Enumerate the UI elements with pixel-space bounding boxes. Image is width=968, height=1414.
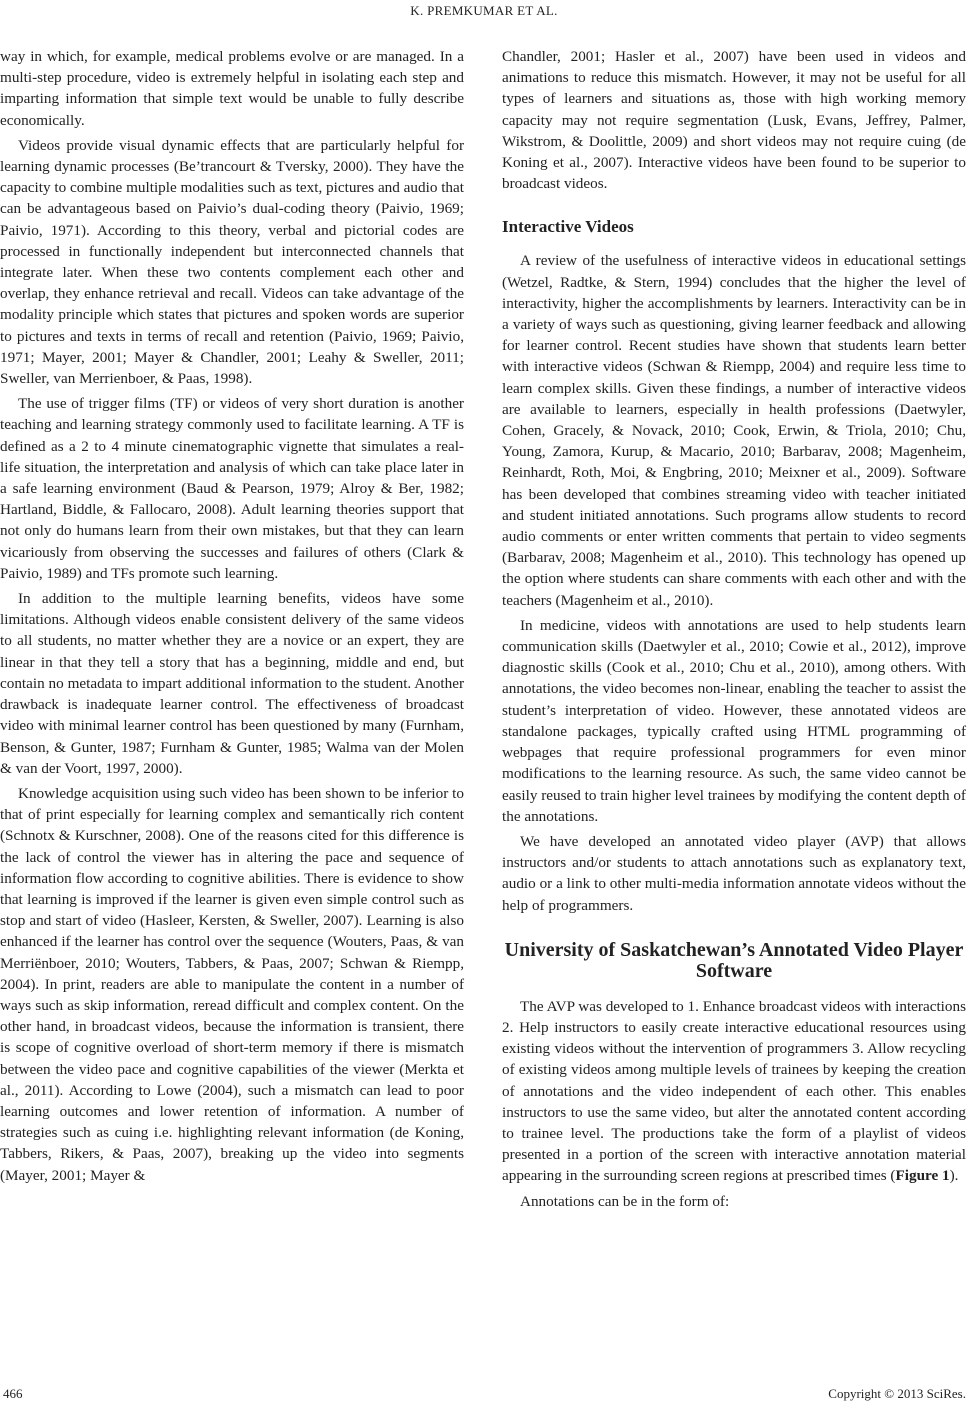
left-column — [0, 46, 464, 1190]
running-header: K. PREMKUMAR ET AL. — [410, 3, 558, 18]
body-paragraph: Chandler, 2001; Hasler et al., 2007) have been used in videos and animations to reduce this mismatch. However, it may not be useful for all types of learners and situations as, those with high working memory capacity may not require segmentation (Lusk, Evans, Jeffrey, Palmer, Wikstrom, & Doolittle, 2009) and short videos may not require cuing (de Koning et al., 2007). Interactive videos have been found to be superior to broadcast videos. — [502, 48, 966, 193]
body-paragraph: A review of the usefulness of interactive videos in educational settings (Wetzel, Radtke, & Stern, 1994) concludes that the higher the level of interactivity, higher the accomplishments by learners. Interactivity can be in a variety of ways such as questioning, giving learner feedback and allowing for learner control. Recent studies have shown that students learn better with interactive videos (Schwan & Riempp, 2004) and require less time to learn complex skills. Given these findings, a number of interactive videos are available to learners, especially in health professions (Daetwyler, Cohen, Gracely, & Novack, 2010; Cook, Erwin, & Triola, 2010; Chu, Young, Zamora, Kurup, & Macario, 2010; Barbarav, 2008; Magenheim, Reinhardt, Roth, Moi, & Engbring, 2010; Meixner et al., 2009). Software has been developed that combines streaming video with teacher initiated and student initiated annotations. Such programs allow students to record audio comments or enter written comments that pertain to video segments (Barbarav, 2008; Magenheim et al., 2010). This technology has opened up the option where students can share comments with each other and with the teachers (Magenheim et al., 2010). — [502, 252, 966, 609]
copyright-notice: Copyright © 2013 SciRes. — [828, 1386, 966, 1401]
section-heading: University of Saskatchewan’s Annotated Video Player Software — [504, 938, 964, 982]
body-paragraph: The use of trigger films (TF) or videos of very short duration is another teaching and learning strategy commonly used to facilitate learning. A TF is defined as a 2 to 4 minute cinematographic vignette that simulates a real-life situation, the interpretation and analysis of which can take place later in a safe learning environment (Baud & Pearson, 1979; Alroy & Ber, 1982; Hartland, Biddle, & Fallocaro, 2008). Adult learning theories support that not only do humans learn from their own mistakes, but that they can learn vicariously from observing the successes and failures of others (Clark & Paivio, 1989) and TFs promote such learning. — [0, 395, 464, 582]
body-paragraph: Videos provide visual dynamic effects that are particularly helpful for learning dynamic processes (Be’trancourt & Tversky, 2000). They have the capacity to combine multiple modalities such as text, pictures and audio that can be advantageous based on Paivio’s dual-coding theory (Paivio, 1969; Paivio, 1971). According to this theory, verbal and pictorial codes are processed in functionally independent but interconnected channels that integrate later. When these two contents complement each other and overlap, they enhance retrieval and recall. Videos can take advantage of the modality principle which states that pictures and spoken words are superior to pictures and texts in terms of recall and retention (Paivio, 1969; Paivio, 1971; Mayer, 2001; Mayer & Chandler, 2001; Leahy & Sweller, 2011; Sweller, van Merrienboer, & Paas, 1998). — [0, 136, 464, 388]
body-paragraph: way in which, for example, medical problems evolve or are managed. In a multi-step procedure, video is extremely helpful in isolating each step and imparting information that simple text would be unable to fully describe economically. — [0, 48, 464, 129]
page-number: 466 — [3, 1386, 23, 1401]
body-paragraph: In medicine, videos with annotations are used to help students learn communication skills (Daetwyler et al., 2010; Cowie et al., 2012), improve diagnostic skills (Cook et al., 2010; Chu et al., 2010), among others. With annotations, the video becomes non-linear, enabling the teacher to assist the student’s interpretation of video. However, these annotated videos are standalone packages, typically crafted using HTML programming of webpages that require professional programmers for even minor modifications to the learning resource. As such, the same video cannot be easily reused to train higher level trainees by modifying the content depth of the annotations. — [502, 616, 966, 825]
body-paragraph: We have developed an annotated video player (AVP) that allows instructors and/or students to attach annotations such as explanatory text, audio or a link to other multi-media information annotate videos without the help of programmers. — [502, 832, 966, 914]
paragraph-text: The AVP was developed to 1. Enhance broadcast videos with interactions 2. Help instructors to easily create interactive educational resources using existing videos without the intervention of programmers 3. Allow recycling of existing videos among multiple levels of trainees by keeping the creation of annotations and the video independent of each other. This enables instructors to use the same video, but alter the annotated content according to trainee level. The productions take the form of a playlist of videos presented in a portion of the screen with interactive annotation material appearing in the surrounding screen regions at prescribed times ( — [502, 997, 966, 1185]
figure-reference[interactable]: Figure 1 — [895, 1167, 950, 1185]
section-heading: Interactive Videos — [502, 217, 634, 237]
body-paragraph: In addition to the multiple learning benefits, videos have some limitations. Although videos enable consistent delivery of the same videos to all students, no matter whether they are a novice or an expert, they are linear in that they tell a story that has a beginning, middle and end, but contain no metadata to impart additional information to the student. Another drawback is inadequate learner control. The effectiveness of broadcast video with minimal learner control has been questioned by many (Furnham, Benson, & Gunter, 1987; Furnham & Gunter, 1985; Walma van der Molen & van der Voort, 1997, 2000). — [0, 590, 464, 777]
body-paragraph: Annotations can be in the form of: — [520, 1192, 730, 1210]
right-column — [502, 46, 966, 1216]
paragraph-text: ). — [949, 1167, 959, 1185]
body-paragraph: Knowledge acquisition using such video has been shown to be inferior to that of print especially for learning complex and semantically rich content (Schnotx & Kurschner, 2008). One of the reasons cited for this difference is the lack of control the viewer has in altering the pace and sequence of information flow according to cognitive abilities. There is evidence to show that learning is improved if the learner is given even simple control such as stop and start of video (Hasleer, Kersten, & Sweller, 2007). Learning is also enhanced if the learner has control over the sequence (Wouters, Paas, & van Merriënboer, 2010; Wouters, Tabbers, & Paas, 2007; Schwan & Riempp, 2004). In print, readers are able to manipulate the content in a number of ways such as skip information, reread difficult and complex content. On the other hand, in broadcast videos, because the information is transient, there is scope of cognitive overload of short-term memory if there is mismatch between the video pace and cognitive capabilities of the viewer (Merkta et al., 2011). According to Lowe (2004), such a mismatch can lead to poor learning outcomes and lower retention of information. A number of strategies such as cuing i.e. highlighting relevant information (de Koning, Tabbers, Rikers, & Paas, 2007), breaking up the video into segments (Mayer, 2001; Mayer & — [0, 784, 464, 1184]
body-paragraph — [502, 996, 966, 1187]
